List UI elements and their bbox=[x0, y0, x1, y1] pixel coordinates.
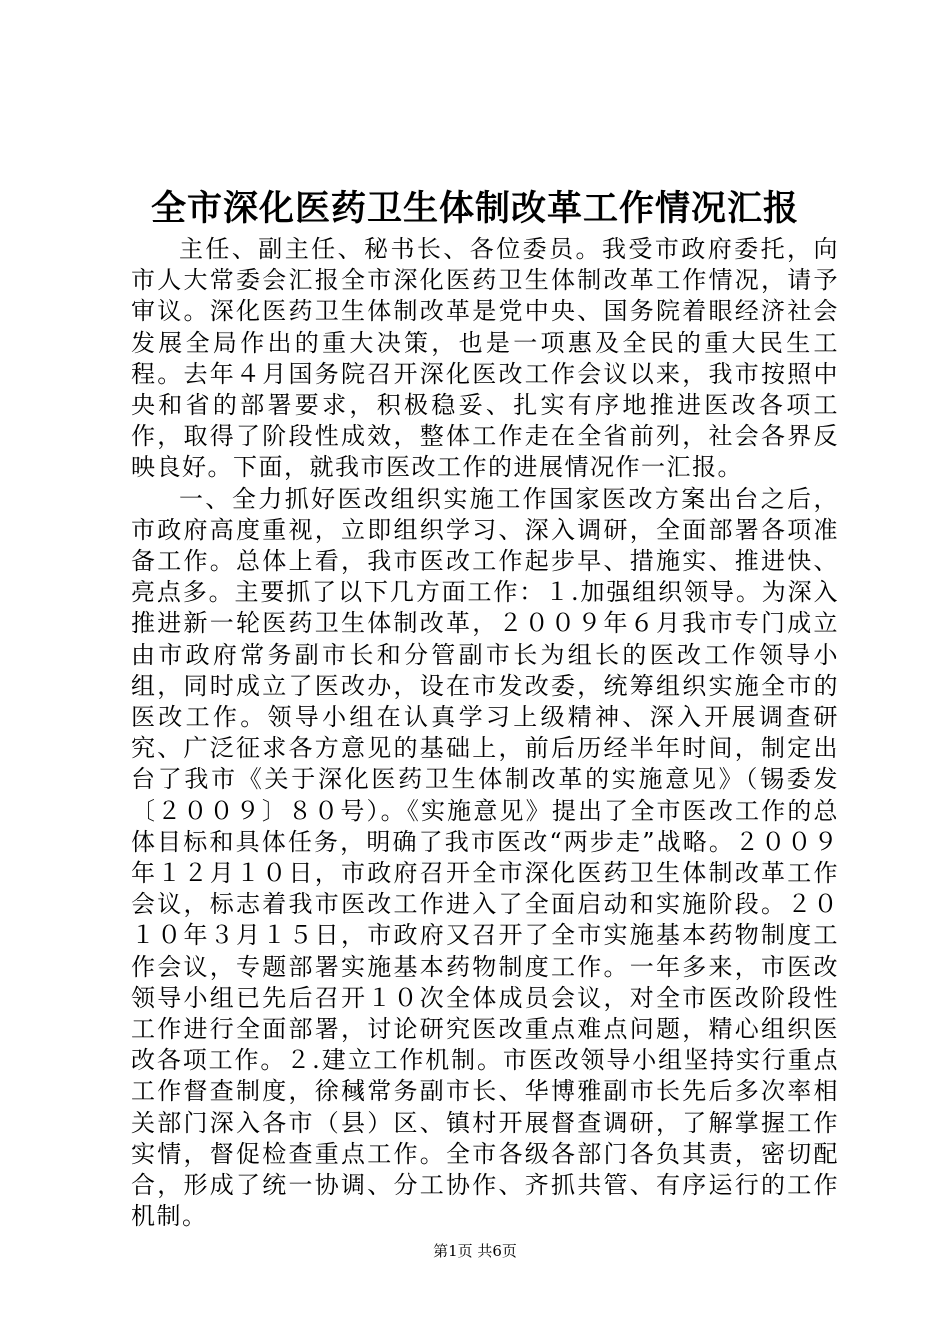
document-body bbox=[131, 234, 839, 1233]
page-number-footer: 第1页 共6页 bbox=[433, 1242, 517, 1260]
paragraph-section-one: 一、全力抓好医改组织实施工作国家医改方案出台之后，市政府高度重视，立即组织学习、深入调研，全面部署各项准备工作。总体上看，我市医改工作起步早、措施实、推进快、亮点多。主要抓了以下几方面工作：１.加强组织领导。为深入推进新一轮医药卫生体制改革，２００９年６月我市专门成立由市政府常务副市长和分管副市长为组长的医改工作领导小组，同时成立了医改办，设在市发改委，统筹组织实施全市的医改工作。领导小组在认真学习上级精神、深入开展调查研究、广泛征求各方意见的基础上，前后历经半年时间，制定出台了我市《关于深化医药卫生体制改革的实施意见》（锡委发〔２００９〕８０号）。《实施意见》提出了全市医改工作的总体目标和具体任务，明确了我市医改“两步走”战略。２００９年１２月１０日，市政府召开全市深化医药卫生体制改革工作会议，标志着我市医改工作进入了全面启动和实施阶段。２０１０年３月１５日，市政府又召开了全市实施基本药物制度工作会议，专题部署实施基本药物制度工作。一年多来，市医改领导小组已先后召开１０次全体成员会议，对全市医改阶段性工作进行全面部署，讨论研究医改重点难点问题，精心组织医改各项工作。２.建立工作机制。市医改领导小组坚持实行重点工作督查制度，徐稶常务副市长、华博雅副市长先后多次率相关部门深入各市（县）区、镇村开展督查调研，了解掌握工作实情，督促检查重点工作。全市各级各部门各负其责，密切配合，形成了统一协调、分工协作、齐抓共管、有序运行的工作机制。 bbox=[131, 484, 839, 1231]
document-title: 全市深化医药卫生体制改革工作情况汇报 bbox=[150, 188, 799, 229]
paragraph-intro: 主任、副主任、秘书长、各位委员。我受市政府委托，向市人大常委会汇报全市深化医药卫生体制改革工作情况，请予审议。深化医药卫生体制改革是党中央、国务院着眼经济社会发展全局作出的重大决策，也是一项惠及全民的重大民生工程。去年４月国务院召开深化医改工作会议以来，我市按照中央和省的部署要求，积极稳妥、扎实有序地推进医改各项工作，取得了阶段性成效，整体工作走在全省前列，社会各界反映良好。下面，就我市医改工作的进展情况作一汇报。 bbox=[131, 235, 839, 482]
